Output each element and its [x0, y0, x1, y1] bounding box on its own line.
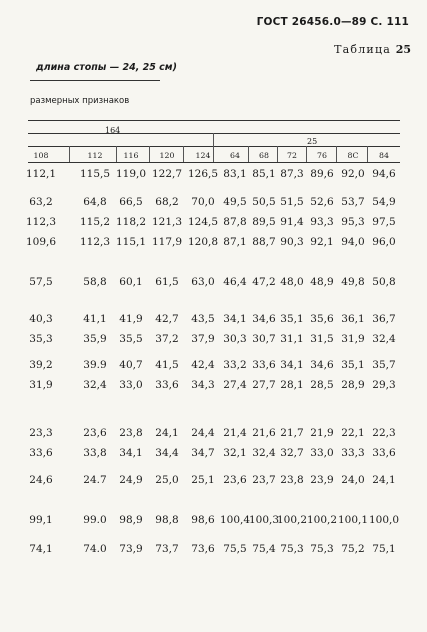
table-cell: 34,7	[191, 447, 215, 459]
table-cell: 68,2	[155, 196, 179, 208]
table-cell: 32,4	[83, 379, 107, 391]
table-top-rule	[28, 120, 400, 121]
table-cell: 50,8	[372, 276, 396, 288]
column-header: 120	[159, 151, 175, 160]
table-cell: 122,7	[151, 168, 183, 180]
table-cell: 22,1	[341, 427, 365, 439]
table-cell: 98,8	[155, 514, 179, 526]
table-cell: 119,0	[115, 168, 147, 180]
table-cell: 53,7	[341, 196, 365, 208]
table-cell: 89,5	[252, 216, 276, 228]
table-cell: 34,4	[155, 447, 179, 459]
table-cell: 74,1	[29, 543, 53, 555]
table-cell: 98,9	[119, 514, 143, 526]
table-cell: 109,6	[25, 236, 57, 248]
table-cell: 87,3	[280, 168, 304, 180]
table-cell: 36,7	[372, 313, 396, 325]
table-cell: 100,2	[276, 514, 308, 526]
table-cell: 33,6	[155, 379, 179, 391]
table-cell: 60,1	[119, 276, 143, 288]
table-cell: 35,1	[280, 313, 304, 325]
table-cell: 27,4	[223, 379, 247, 391]
table-cell: 87,8	[223, 216, 247, 228]
table-cell: 34,6	[252, 313, 276, 325]
table-cell: 83,1	[223, 168, 247, 180]
table-cell: 47,2	[252, 276, 276, 288]
table-cell: 24.7	[83, 474, 107, 486]
table-cell: 73,6	[191, 543, 215, 555]
column-header: 68	[259, 151, 269, 160]
table-cell: 118,2	[115, 216, 147, 228]
table-cell: 24,6	[29, 474, 53, 486]
table-cell: 32,4	[372, 333, 396, 345]
table-cell: 43,5	[191, 313, 215, 325]
table-cell: 21,9	[310, 427, 334, 439]
table-cell: 34,3	[191, 379, 215, 391]
column-divider	[69, 146, 70, 162]
table-cell: 87,1	[223, 236, 247, 248]
table-cell: 88,7	[252, 236, 276, 248]
table-cell: 32,4	[252, 447, 276, 459]
table-cell: 90,3	[280, 236, 304, 248]
table-cell: 112,3	[79, 236, 111, 248]
table-cell: 100,1	[337, 514, 369, 526]
table-cell: 58,8	[83, 276, 107, 288]
table-cell: 41,9	[119, 313, 143, 325]
table-cell: 24,1	[155, 427, 179, 439]
table-word: Таблица	[334, 43, 391, 56]
table-cell: 93,3	[310, 216, 334, 228]
column-header: 112	[87, 151, 103, 160]
table-cell: 21,4	[223, 427, 247, 439]
table-cell: 37,9	[191, 333, 215, 345]
table-cell: 31,1	[280, 333, 304, 345]
table-cell: 21,7	[280, 427, 304, 439]
column-header: 76	[317, 151, 327, 160]
column-header: 8С	[347, 151, 359, 160]
table-cell: 33,6	[29, 447, 53, 459]
table-cell: 100,4	[219, 514, 251, 526]
column-header: 116	[123, 151, 139, 160]
table-cell: 115,5	[79, 168, 111, 180]
table-cell: 120,8	[187, 236, 219, 248]
table-cell: 117,9	[151, 236, 183, 248]
table-cell: 34,1	[223, 313, 247, 325]
table-cell: 29,3	[372, 379, 396, 391]
subtitle-rule	[30, 80, 160, 81]
table-cell: 30,3	[223, 333, 247, 345]
table-cell: 96,0	[372, 236, 396, 248]
table-cell: 97,5	[372, 216, 396, 228]
table-cell: 99,1	[29, 514, 53, 526]
table-cell: 92,0	[341, 168, 365, 180]
table-cell: 37,2	[155, 333, 179, 345]
group-rule-164	[28, 133, 400, 134]
table-cell: 112,3	[25, 216, 57, 228]
table-cell: 24,0	[341, 474, 365, 486]
table-cell: 85,1	[252, 168, 276, 180]
table-cell: 75,2	[341, 543, 365, 555]
table-cell: 28,1	[280, 379, 304, 391]
table-cell: 25,1	[191, 474, 215, 486]
table-cell: 35,1	[341, 359, 365, 371]
column-header: 108	[33, 151, 49, 160]
table-cell: 35,6	[310, 313, 334, 325]
table-cell: 94,0	[341, 236, 365, 248]
table-cell: 75,5	[223, 543, 247, 555]
table-cell: 23,8	[280, 474, 304, 486]
table-cell: 121,3	[151, 216, 183, 228]
table-cell: 31,9	[341, 333, 365, 345]
table-cell: 41,5	[155, 359, 179, 371]
table-cell: 33,6	[252, 359, 276, 371]
table-cell: 126,5	[187, 168, 219, 180]
table-cell: 52,6	[310, 196, 334, 208]
table-cell: 33,6	[372, 447, 396, 459]
table-cell: 31,5	[310, 333, 334, 345]
table-cell: 75,4	[252, 543, 276, 555]
table-cell: 63,0	[191, 276, 215, 288]
table-cell: 39,2	[29, 359, 53, 371]
table-cell: 24,1	[372, 474, 396, 486]
table-cell: 73,7	[155, 543, 179, 555]
column-divider	[183, 146, 184, 162]
table-cell: 33,0	[310, 447, 334, 459]
table-cell: 66,5	[119, 196, 143, 208]
table-cell: 49,5	[223, 196, 247, 208]
table-cell: 33,2	[223, 359, 247, 371]
table-cell: 89,6	[310, 168, 334, 180]
table-cell: 94,6	[372, 168, 396, 180]
table-cell: 74.0	[83, 543, 107, 555]
table-subtitle: длина стопы — 24, 25 см)	[36, 62, 177, 73]
table-cell: 28,5	[310, 379, 334, 391]
group-label-164: 164	[105, 126, 121, 135]
table-cell: 70,0	[191, 196, 215, 208]
table-cell: 33,8	[83, 447, 107, 459]
table-cell: 33,3	[341, 447, 365, 459]
table-cell: 48,9	[310, 276, 334, 288]
column-divider	[149, 146, 150, 162]
table-cell: 115,2	[79, 216, 111, 228]
table-cell: 28,9	[341, 379, 365, 391]
table-cell: 34,6	[310, 359, 334, 371]
table-cell: 75,3	[280, 543, 304, 555]
table-cell: 63,2	[29, 196, 53, 208]
table-cell: 35,7	[372, 359, 396, 371]
table-cell: 98,6	[191, 514, 215, 526]
table-cell: 32,7	[280, 447, 304, 459]
table-cell: 40,7	[119, 359, 143, 371]
table-cell: 31,9	[29, 379, 53, 391]
table-cell: 23,6	[223, 474, 247, 486]
table-cell: 100,0	[368, 514, 400, 526]
table-cell: 100,2	[306, 514, 338, 526]
table-cell: 48,0	[280, 276, 304, 288]
group-rule-25	[28, 146, 400, 147]
table-cell: 34,1	[280, 359, 304, 371]
table-cell: 100,3	[248, 514, 280, 526]
table-cell: 112,1	[25, 168, 57, 180]
page-header: ГОСТ 26456.0—89 С. 111	[256, 16, 409, 28]
table-cell: 21,6	[252, 427, 276, 439]
table-cell: 73,9	[119, 543, 143, 555]
table-cell: 22,3	[372, 427, 396, 439]
table-cell: 23,6	[83, 427, 107, 439]
table-cell: 36,1	[341, 313, 365, 325]
table-number: 25	[395, 43, 411, 56]
table-cell: 27,7	[252, 379, 276, 391]
table-cell: 23,8	[119, 427, 143, 439]
table-cell: 35,9	[83, 333, 107, 345]
table-cell: 24,4	[191, 427, 215, 439]
table-cell: 46,4	[223, 276, 247, 288]
table-cell: 64,8	[83, 196, 107, 208]
header-bottom-rule	[28, 162, 400, 163]
table-cell: 49,8	[341, 276, 365, 288]
table-label	[334, 43, 411, 56]
table-cell: 24,9	[119, 474, 143, 486]
table-cell: 115,1	[115, 236, 147, 248]
table-cell: 41,1	[83, 313, 107, 325]
table-cell: 51,5	[280, 196, 304, 208]
table-cell: 40,3	[29, 313, 53, 325]
table-cell: 42,4	[191, 359, 215, 371]
table-cell: 50,5	[252, 196, 276, 208]
table-cell: 61,5	[155, 276, 179, 288]
table-cell: 23,3	[29, 427, 53, 439]
feature-label: размерных признаков	[30, 96, 130, 106]
column-header: 84	[379, 151, 389, 160]
table-cell: 34,1	[119, 447, 143, 459]
table-cell: 23,9	[310, 474, 334, 486]
table-cell: 35,5	[119, 333, 143, 345]
column-header: 124	[195, 151, 211, 160]
table-cell: 57,5	[29, 276, 53, 288]
table-cell: 35,3	[29, 333, 53, 345]
table-cell: 23,7	[252, 474, 276, 486]
column-header: 64	[230, 151, 240, 160]
column-header: 72	[287, 151, 297, 160]
table-cell: 33,0	[119, 379, 143, 391]
table-cell: 75,3	[310, 543, 334, 555]
table-cell: 91,4	[280, 216, 304, 228]
table-cell: 92,1	[310, 236, 334, 248]
table-cell: 42,7	[155, 313, 179, 325]
table-cell: 25,0	[155, 474, 179, 486]
table-cell: 32,1	[223, 447, 247, 459]
table-cell: 124,5	[187, 216, 219, 228]
table-cell: 99.0	[83, 514, 107, 526]
table-cell: 95,3	[341, 216, 365, 228]
group-label-25: 25	[307, 137, 318, 146]
table-cell: 75,1	[372, 543, 396, 555]
table-cell: 30,7	[252, 333, 276, 345]
table-cell: 39.9	[83, 359, 107, 371]
table-cell: 54,9	[372, 196, 396, 208]
